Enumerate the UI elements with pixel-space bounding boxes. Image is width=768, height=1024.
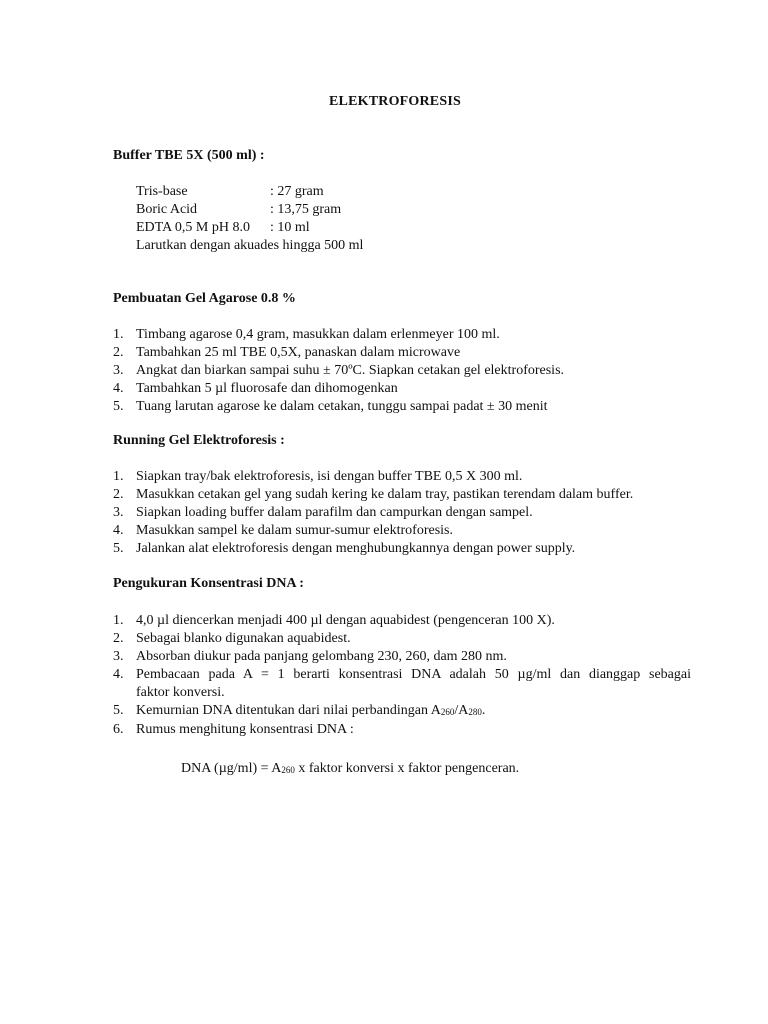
list-number: 2. [113,487,124,502]
list-item [113,612,691,630]
formula-lhs: DNA (µg/ml) = A [181,761,282,776]
buffer-component-value: : 10 ml [270,220,310,235]
list-text: Jalankan alat elektroforesis dengan menghubungkannya dengan power supply. [136,541,576,556]
buffer-component-name: Boric Acid [136,202,198,217]
list-text: Pembacaan pada A = 1 berarti konsentrasi DNA adalah 50 µg/ml dan dianggap sebagai [136,667,691,682]
list-item [113,468,691,486]
list-item [113,344,691,362]
list-text: Siapkan tray/bak elektroforesis, isi dengan buffer TBE 0,5 X 300 ml. [136,469,523,484]
list-text: Masukkan sampel ke dalam sumur-sumur elektroforesis. [136,523,453,538]
list-item [113,648,691,666]
list-text: Siapkan loading buffer dalam parafilm dan campurkan dengan sampel. [136,505,533,520]
list-item [113,504,691,522]
list-number: 1. [113,613,124,628]
list-number: 5. [113,541,124,556]
list-number: 3. [113,363,124,378]
buffer-composition-table [136,183,363,255]
list-item [113,362,691,380]
list-text: 4,0 µl diencerkan menjadi 400 µl dengan aquabidest (pengenceran 100 X). [136,613,555,628]
list-item [113,721,691,739]
list-item [113,326,691,344]
purity-period: . [481,703,486,718]
list-number: 4. [113,523,124,538]
list-item [113,702,691,721]
buffer-component-value: : 27 gram [270,184,324,199]
list-text: Tambahkan 25 ml TBE 0,5X, panaskan dalam microwave [136,345,461,360]
list-item [113,540,691,558]
list-item [113,486,691,504]
list-text: Tambahkan 5 µl fluorosafe dan dihomogenkan [136,381,398,396]
list-item [113,522,691,540]
buffer-heading: Buffer TBE 5X (500 ml) : [113,148,265,163]
dna-steps-list [113,612,691,739]
subscript-280: 280 [468,707,482,717]
list-number: 1. [113,469,124,484]
list-number: 4. [113,381,124,396]
list-text: Angkat dan biarkan sampai suhu ± 70ºC. Siapkan cetakan gel elektroforesis. [136,363,565,378]
list-number: 6. [113,722,124,737]
running-steps-list [113,468,691,558]
list-text [136,702,691,721]
list-text: Timbang agarose 0,4 gram, masukkan dalam erlenmeyer 100 ml. [136,327,500,342]
subscript-260: 260 [440,707,455,717]
list-text: Tuang larutan agarose ke dalam cetakan, tunggu sampai padat ± 30 menit [136,399,548,414]
subscript-260: 260 [281,765,295,775]
list-number: 2. [113,631,124,646]
list-number: 1. [113,327,124,342]
purity-text: Kemurnian DNA ditentukan dari nilai perbandingan A [136,703,441,718]
document-title: ELEKTROFORESIS [329,94,461,109]
buffer-row [136,183,363,201]
buffer-component-name: Tris-base [136,184,188,199]
list-text: Sebagai blanko digunakan aquabidest. [136,631,351,646]
list-text: Absorban diukur pada panjang gelombang 230, 260, dam 280 nm. [136,649,507,664]
running-heading: Running Gel Elektroforesis : [113,433,285,448]
buffer-component-name: EDTA 0,5 M pH 8.0 [136,220,250,235]
gel-heading: Pembuatan Gel Agarose 0.8 % [113,291,296,306]
list-text-continuation: faktor konversi. [136,685,225,700]
formula-rhs: x faktor konversi x faktor pengenceran. [294,761,520,776]
buffer-component-value: : 13,75 gram [270,202,342,217]
list-number: 4. [113,667,124,682]
dna-heading: Pengukuran Konsentrasi DNA : [113,576,304,591]
list-number: 5. [113,703,124,718]
list-text: Rumus menghitung konsentrasi DNA : [136,722,354,737]
list-item [113,666,691,684]
list-number: 2. [113,345,124,360]
buffer-row [136,201,363,219]
list-item [113,630,691,648]
gel-steps-list [113,326,691,416]
list-text: Masukkan cetakan gel yang sudah kering ke dalam tray, pastikan terendam dalam buffer. [136,487,634,502]
buffer-note: Larutkan dengan akuades hingga 500 ml [136,238,364,253]
list-item [113,380,691,398]
list-item [113,398,691,416]
buffer-row [136,219,363,237]
list-number: 5. [113,399,124,414]
ratio-slash: /A [454,703,469,718]
list-number: 3. [113,505,124,520]
list-number: 3. [113,649,124,664]
dna-concentration-formula [181,760,519,779]
